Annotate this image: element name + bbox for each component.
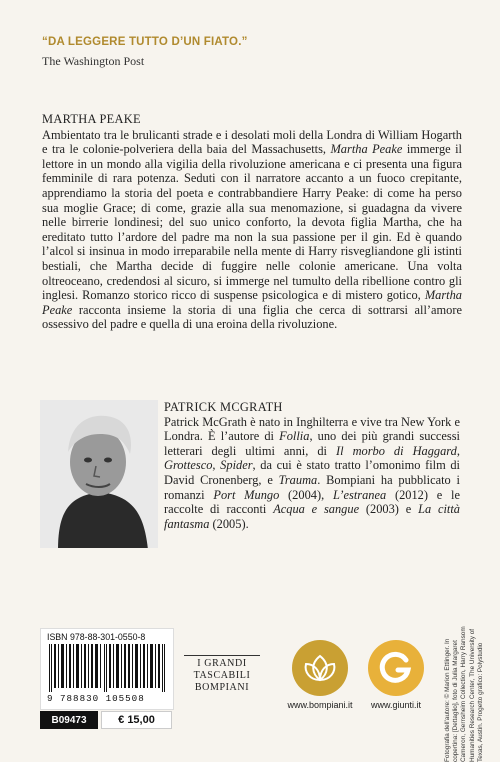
isbn-label: ISBN 978-88-301-0550-8 — [47, 632, 146, 642]
price-badge: € 15,00 — [101, 711, 172, 729]
book-title-heading: MARTHA PEAKE — [42, 112, 141, 126]
bompiani-url: www.bompiani.it — [287, 700, 353, 710]
author-name-heading: PATRICK MCGRATH — [164, 400, 283, 414]
series-label: I GRANDI TASCABILI BOMPIANI — [184, 655, 260, 694]
barcode-bars — [47, 644, 167, 692]
barcode — [40, 628, 174, 710]
title-reference: Martha Peake — [330, 142, 403, 157]
review-quote: “DA LEGGERE TUTTO D’UN FIATO.” — [42, 36, 248, 48]
giunti-logo — [368, 640, 424, 696]
bompiani-logo — [292, 640, 348, 696]
review-source: The Washington Post — [42, 54, 145, 68]
series-rule — [184, 655, 260, 656]
synopsis-text: Ambientato tra le brulicanti strade e i desolati moli della Londra di William Hogarth e tra le colonie-polveriera della baia del Massachusetts, Martha Peake immerge il lettore in un mondo alla vigilia della rivoluzione americana e ci presenta una figura femminile di rara potenza. Seduti con il narratore accanto a un fuoco crepitante, apprendiamo la storia del poeta e contrabbandiere Harry Peake: di come ha perso sua moglie Grace; di come, grazie alla sua menomazione, si guadagna da vivere nelle birrerie londinesi; del suo unico conforto, la devota figlia Martha, che ha ereditato tutto l’ardore del padre ma non la sua passione per il gin. Ed è quando l’alcol si insinua in modo irreparabile nella mente di Harry risvegliandone gli istinti bestiali, che Martha decide di fuggire nelle colonie americane. Una volta oltreoceano, credendosi al sicuro, si immerge nel tumulto della ribellione contro gli inglesi. Romanzo storico ricco di suspense psicologica e di mistero gotico, Martha Peake racconta insieme la storia di una figlia che cerca di sottrarsi all’amore ossessivo del padre e quella di una eroina della rivoluzione. — [42, 127, 462, 332]
barcode-number: 9 788830 105508 — [47, 693, 145, 704]
photo-credits: Fotografia dell’autore: © Marion Ettlinger. In copertina: [Dettaglio], foto di Julia Margaret Cameron, Gernsheim Collection, Harry Ransom Humanities Research Center, The University of Texas, Austin. Progetto grafico: Polystudio — [444, 626, 484, 762]
author-bio-block — [164, 400, 460, 531]
product-code-badge: B09473 — [40, 711, 98, 729]
giunti-url: www.giunti.it — [370, 700, 422, 710]
title-reference: Martha Peake — [42, 288, 462, 317]
author-bio-text: Patrick McGrath è nato in Inghilterra e vive tra New York e Londra. È l’autore di Follia, uno dei più grandi successi letterari degli ultimi anni, di Il morbo di Haggard, Grottesco, Spider, da cui è stato tratto l’omonimo film di David Cronenberg, e Trauma. Bompiani ha pubblicato i romanzi Port Mungo (2004), L’estranea (2012) e le raccolte di racconti Acqua e sangue (2003) e La città fantasma (2005). — [164, 414, 460, 531]
synopsis-block — [42, 112, 462, 332]
author-photo — [40, 400, 158, 548]
